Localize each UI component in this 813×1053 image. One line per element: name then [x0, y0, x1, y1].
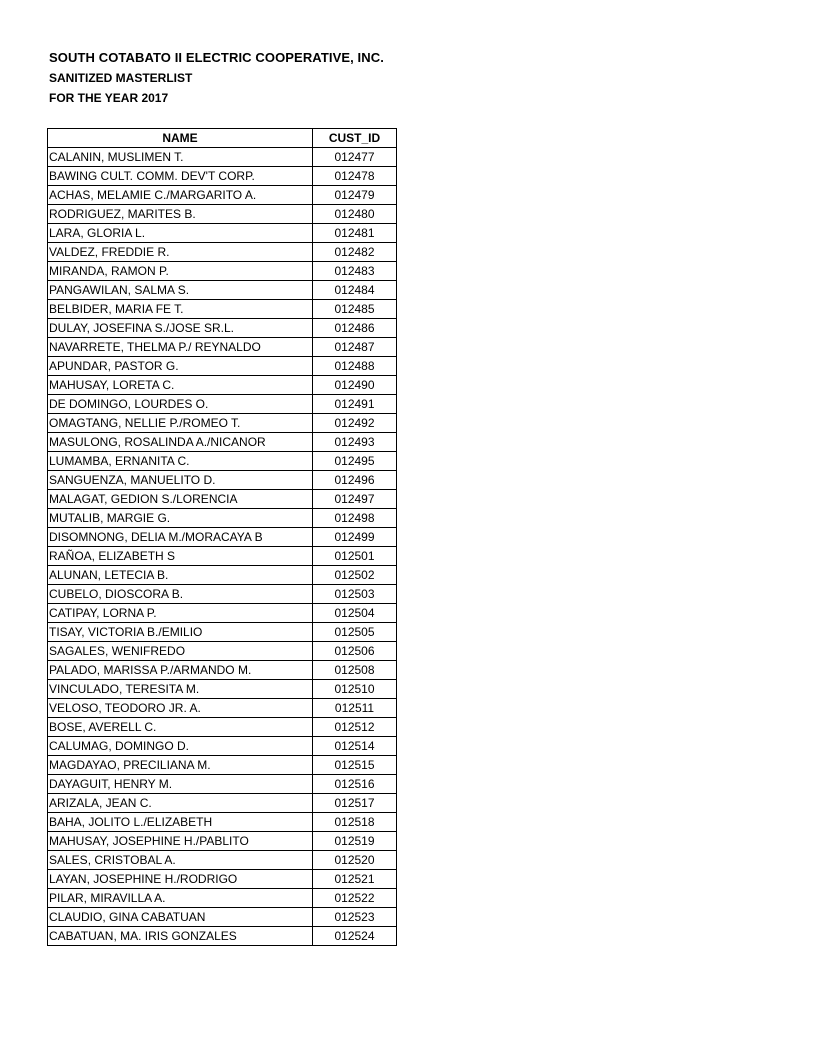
customer-id-cell: 012501: [313, 547, 397, 566]
customer-name-cell: APUNDAR, PASTOR G.: [48, 357, 313, 376]
table-row: [48, 167, 397, 186]
customer-id-cell: 012478: [313, 167, 397, 186]
table-row: [48, 262, 397, 281]
customer-id-cell: 012497: [313, 490, 397, 509]
customer-name-cell: VELOSO, TEODORO JR. A.: [48, 699, 313, 718]
table-row: [48, 870, 397, 889]
customer-name-cell: SALES, CRISTOBAL A.: [48, 851, 313, 870]
table-row: [48, 243, 397, 262]
table-body: [48, 148, 397, 946]
customer-name-cell: DAYAGUIT, HENRY M.: [48, 775, 313, 794]
customer-id-cell: 012511: [313, 699, 397, 718]
table-row: [48, 680, 397, 699]
customer-id-cell: 012491: [313, 395, 397, 414]
customer-name-cell: CATIPAY, LORNA P.: [48, 604, 313, 623]
table-row: [48, 357, 397, 376]
customer-name-cell: BELBIDER, MARIA FE T.: [48, 300, 313, 319]
table-row: [48, 528, 397, 547]
customer-id-cell: 012515: [313, 756, 397, 775]
customer-name-cell: MAHUSAY, LORETA C.: [48, 376, 313, 395]
customer-name-cell: MAHUSAY, JOSEPHINE H./PABLITO: [48, 832, 313, 851]
customer-id-cell: 012484: [313, 281, 397, 300]
table-row: [48, 585, 397, 604]
customer-name-cell: CABATUAN, MA. IRIS GONZALES: [48, 927, 313, 946]
table-row: [48, 813, 397, 832]
table-row: [48, 281, 397, 300]
customer-name-cell: VINCULADO, TERESITA M.: [48, 680, 313, 699]
customer-id-cell: 012498: [313, 509, 397, 528]
customer-name-cell: DISOMNONG, DELIA M./MORACAYA B: [48, 528, 313, 547]
document-header: [49, 48, 384, 108]
customer-id-cell: 012477: [313, 148, 397, 167]
customer-name-cell: CUBELO, DIOSCORA B.: [48, 585, 313, 604]
table-row: [48, 376, 397, 395]
table-row: [48, 547, 397, 566]
customer-name-cell: MAGDAYAO, PRECILIANA M.: [48, 756, 313, 775]
table-row: [48, 509, 397, 528]
customer-id-cell: 012514: [313, 737, 397, 756]
table-row: [48, 699, 397, 718]
table-row: [48, 205, 397, 224]
customer-id-cell: 012516: [313, 775, 397, 794]
customer-name-cell: SANGUENZA, MANUELITO D.: [48, 471, 313, 490]
masterlist-table: [47, 128, 397, 946]
customer-id-cell: 012480: [313, 205, 397, 224]
customer-id-cell: 012486: [313, 319, 397, 338]
customer-id-cell: 012505: [313, 623, 397, 642]
customer-id-cell: 012487: [313, 338, 397, 357]
customer-name-cell: ACHAS, MELAMIE C./MARGARITO A.: [48, 186, 313, 205]
customer-id-cell: 012520: [313, 851, 397, 870]
column-header-name: NAME: [48, 129, 313, 148]
customer-name-cell: TISAY, VICTORIA B./EMILIO: [48, 623, 313, 642]
column-header-cust-id: CUST_ID: [313, 129, 397, 148]
customer-name-cell: ARIZALA, JEAN C.: [48, 794, 313, 813]
customer-id-cell: 012493: [313, 433, 397, 452]
customer-name-cell: RODRIGUEZ, MARITES B.: [48, 205, 313, 224]
customer-name-cell: CALANIN, MUSLIMEN T.: [48, 148, 313, 167]
customer-id-cell: 012508: [313, 661, 397, 680]
table-row: [48, 737, 397, 756]
customer-id-cell: 012522: [313, 889, 397, 908]
year-line: FOR THE YEAR 2017: [49, 91, 169, 105]
table-row: [48, 490, 397, 509]
customer-name-cell: MALAGAT, GEDION S./LORENCIA: [48, 490, 313, 509]
customer-id-cell: 012506: [313, 642, 397, 661]
customer-id-cell: 012492: [313, 414, 397, 433]
table-row: [48, 756, 397, 775]
table-row: [48, 642, 397, 661]
table-row: [48, 186, 397, 205]
customer-id-cell: 012512: [313, 718, 397, 737]
company-title: SOUTH COTABATO II ELECTRIC COOPERATIVE, INC.: [49, 50, 384, 65]
table-row: [48, 661, 397, 680]
customer-name-cell: DULAY, JOSEFINA S./JOSE SR.L.: [48, 319, 313, 338]
customer-id-cell: 012518: [313, 813, 397, 832]
customer-id-cell: 012502: [313, 566, 397, 585]
table-row: [48, 148, 397, 167]
customer-id-cell: 012495: [313, 452, 397, 471]
customer-name-cell: PANGAWILAN, SALMA S.: [48, 281, 313, 300]
table-row: [48, 851, 397, 870]
customer-id-cell: 012479: [313, 186, 397, 205]
table-row: [48, 908, 397, 927]
table-row: [48, 224, 397, 243]
table-row: [48, 604, 397, 623]
table-row: [48, 889, 397, 908]
customer-name-cell: CALUMAG, DOMINGO D.: [48, 737, 313, 756]
customer-name-cell: BOSE, AVERELL C.: [48, 718, 313, 737]
table-row: [48, 927, 397, 946]
table-row: [48, 832, 397, 851]
table-row: [48, 452, 397, 471]
customer-name-cell: VALDEZ, FREDDIE R.: [48, 243, 313, 262]
customer-id-cell: 012504: [313, 604, 397, 623]
customer-id-cell: 012490: [313, 376, 397, 395]
table-row: [48, 566, 397, 585]
table-row: [48, 471, 397, 490]
customer-id-cell: 012524: [313, 927, 397, 946]
table-row: [48, 300, 397, 319]
customer-name-cell: DE DOMINGO, LOURDES O.: [48, 395, 313, 414]
customer-name-cell: BAHA, JOLITO L./ELIZABETH: [48, 813, 313, 832]
customer-id-cell: 012517: [313, 794, 397, 813]
customer-name-cell: BAWING CULT. COMM. DEV'T CORP.: [48, 167, 313, 186]
table-row: [48, 718, 397, 737]
customer-name-cell: OMAGTANG, NELLIE P./ROMEO T.: [48, 414, 313, 433]
customer-name-cell: ALUNAN, LETECIA B.: [48, 566, 313, 585]
customer-name-cell: SAGALES, WENIFREDO: [48, 642, 313, 661]
customer-name-cell: LARA, GLORIA L.: [48, 224, 313, 243]
table-row: [48, 775, 397, 794]
table-row: [48, 433, 397, 452]
customer-id-cell: 012503: [313, 585, 397, 604]
customer-id-cell: 012481: [313, 224, 397, 243]
customer-id-cell: 012483: [313, 262, 397, 281]
table-header-row: [48, 129, 397, 148]
customer-name-cell: MASULONG, ROSALINDA A./NICANOR: [48, 433, 313, 452]
table-row: [48, 338, 397, 357]
customer-name-cell: RAÑOA, ELIZABETH S: [48, 547, 313, 566]
customer-id-cell: 012499: [313, 528, 397, 547]
customer-name-cell: NAVARRETE, THELMA P./ REYNALDO: [48, 338, 313, 357]
customer-id-cell: 012521: [313, 870, 397, 889]
table-row: [48, 623, 397, 642]
customer-name-cell: CLAUDIO, GINA CABATUAN: [48, 908, 313, 927]
customer-id-cell: 012485: [313, 300, 397, 319]
list-title: SANITIZED MASTERLIST: [49, 71, 193, 85]
table-row: [48, 794, 397, 813]
customer-id-cell: 012510: [313, 680, 397, 699]
customer-id-cell: 012523: [313, 908, 397, 927]
customer-name-cell: PILAR, MIRAVILLA A.: [48, 889, 313, 908]
table-row: [48, 319, 397, 338]
customer-id-cell: 012519: [313, 832, 397, 851]
customer-id-cell: 012482: [313, 243, 397, 262]
table-row: [48, 414, 397, 433]
customer-id-cell: 012496: [313, 471, 397, 490]
customer-name-cell: LUMAMBA, ERNANITA C.: [48, 452, 313, 471]
table-row: [48, 395, 397, 414]
customer-name-cell: LAYAN, JOSEPHINE H./RODRIGO: [48, 870, 313, 889]
customer-id-cell: 012488: [313, 357, 397, 376]
customer-name-cell: PALADO, MARISSA P./ARMANDO M.: [48, 661, 313, 680]
customer-name-cell: MIRANDA, RAMON P.: [48, 262, 313, 281]
customer-name-cell: MUTALIB, MARGIE G.: [48, 509, 313, 528]
